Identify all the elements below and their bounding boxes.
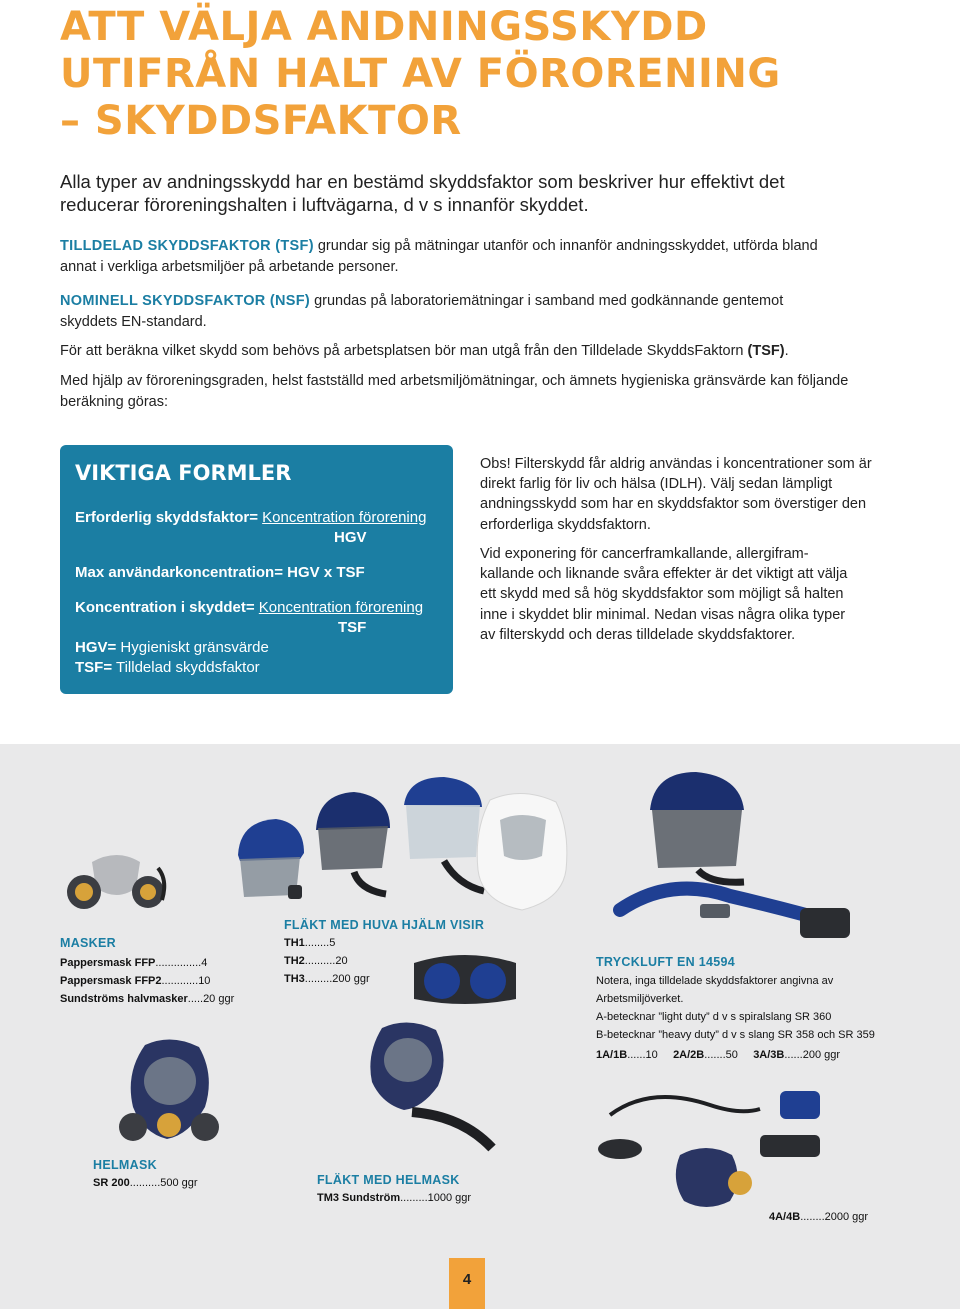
- helmet-blower-icon: [310, 790, 400, 900]
- tsf-text: grundar sig på mätningar utanför och innanför andningsskyddet, utförda bland annat i verkliga arbetsmiljöer på arbetande personer.: [60, 238, 818, 275]
- obs-paragraph: Obs! Filterskydd får aldrig användas i koncentrationer som är direkt farlig för liv och hälsa (IDLH). Välj sedan lämpligt andningsskydd som har en skyddsfaktor som överstiger den erforderliga skyddsfaktorn.: [480, 456, 872, 533]
- tryckluft-notes: [596, 972, 875, 1064]
- title-line-3: – SKYDDSFAKTOR: [60, 98, 462, 144]
- masker-row: Sundströms halvmasker.....20 ggr: [60, 993, 235, 1005]
- flakt-huva-row: TH2..........20: [284, 955, 348, 967]
- calc-bold: (TSF): [747, 343, 785, 359]
- formula-box: [60, 445, 453, 694]
- full-face-mask-icon: [115, 1035, 225, 1145]
- formula-3-denominator: TSF: [338, 619, 367, 636]
- formula-max-concentration: Max användarkoncentration= HGV x TSF: [75, 564, 365, 581]
- flakt-huva-row: TH1........5: [284, 937, 336, 949]
- nsf-keyword: NOMINELL SKYDDSFAKTOR (NSF): [60, 293, 311, 309]
- method-paragraph: Med hjälp av föroreningsgraden, helst fastställd med arbetsmiljömätningar, och ämnets hygieniska gränsvärde kan följande beräkning göras:: [60, 373, 849, 410]
- definition-hgv-key: HGV=: [75, 639, 117, 656]
- tryckluft-helmask-row: 4A/4B........2000 ggr: [769, 1211, 869, 1223]
- definition-hgv-value: Hygieniskt gränsvärde: [116, 639, 269, 656]
- hood-icon: [470, 790, 575, 915]
- helmet-visor-icon: [230, 815, 310, 900]
- masker-heading: MASKER: [60, 936, 116, 950]
- formula-1-label: Erforderlig skyddsfaktor=: [75, 509, 258, 526]
- page-number: 4: [449, 1258, 485, 1309]
- calc-paragraph: [60, 341, 920, 362]
- intro-paragraph: Alla typer av andningsskydd har en bestämd skyddsfaktor som beskriver hur effektivt det reducerar föroreningshalten i luftvägarna, d v s innanför skyddet.: [60, 171, 785, 215]
- flakt-helmask-row: TM3 Sundström.........1000 ggr: [317, 1192, 472, 1204]
- helmask-row: SR 200..........500 ggr: [93, 1177, 198, 1189]
- full-face-helmet-icon: [640, 770, 755, 890]
- blower-unit-icon: [408, 943, 523, 1013]
- tryckluft-note: A-betecknar ”light duty” d v s spiralslang SR 360: [596, 1011, 832, 1023]
- formula-concentration-inside: [75, 598, 423, 618]
- flakt-huva-list: [284, 934, 370, 988]
- tryckluft-values: 1A/1B......10 2A/2B.......50 3A/3B......200 ggr: [596, 1049, 841, 1061]
- calc-text: För att beräkna vilket skydd som behövs på arbetsplatsen bör man utgå från den Tilldelade SkyddsFaktorn: [60, 343, 748, 359]
- masker-row: Pappersmask FFP...............4: [60, 957, 208, 969]
- tsf-keyword: TILLDELAD SKYDDSFAKTOR (TSF): [60, 238, 314, 254]
- tryckluft-note: B-betecknar ”heavy duty” d v s slang SR 358 och SR 359: [596, 1029, 875, 1041]
- tryckluft-note: Arbetsmiljöverket.: [596, 993, 684, 1005]
- formula-3-numerator: Koncentration förorening: [258, 599, 424, 616]
- definition-tsf: [75, 658, 260, 678]
- flakt-helmask-heading: FLÄKT MED HELMASK: [317, 1173, 460, 1187]
- tsf-paragraph: [60, 236, 840, 277]
- formula-required-factor: [75, 508, 426, 528]
- half-mask-icon: [62, 848, 172, 918]
- definition-tsf-key: TSF=: [75, 659, 113, 676]
- formula-heading: VIKTIGA FORMLER: [75, 461, 292, 485]
- title-line-1: ATT VÄLJA ANDNINGSSKYDD: [60, 4, 708, 50]
- nsf-text: grundas på laboratoriemätningar i samband med godkännande gentemot skyddets EN-standard.: [60, 293, 784, 330]
- full-mask-blower-icon: [352, 1020, 502, 1160]
- flakt-huva-row: TH3.........200 ggr: [284, 973, 370, 985]
- calc-end: .: [784, 343, 789, 359]
- tryckluft-heading: TRYCKLUFT EN 14594: [596, 955, 735, 969]
- formula-1-denominator: HGV: [334, 529, 367, 546]
- helmask-heading: HELMASK: [93, 1158, 157, 1172]
- masker-row: Pappersmask FFP2............10: [60, 975, 211, 987]
- masker-list: [60, 954, 234, 1008]
- definition-hgv: [75, 638, 269, 658]
- formula-1-numerator: Koncentration förorening: [262, 509, 427, 526]
- formula-3-label: Koncentration i skyddet=: [75, 599, 255, 616]
- flakt-huva-heading: FLÄKT MED HUVA HJÄLM VISIR: [284, 918, 485, 932]
- page-title: [60, 4, 781, 145]
- full-mask-airline-icon: [590, 1075, 860, 1215]
- nsf-paragraph: [60, 291, 840, 332]
- title-line-2: UTIFRÅN HALT AV FÖRORENING: [60, 51, 781, 97]
- definition-tsf-value: Tilldelad skyddsfaktor: [112, 659, 260, 676]
- compressed-air-mask-icon: [600, 880, 860, 950]
- exposure-paragraph: Vid exponering för cancerframkallande, allergifram-kallande och liknande svåra effekter är det viktigt att välja ett skydd med så hög skyddsfaktor som möjligt så halten inne i skyddet blir minimal. Nedan visas några olika typer av filterskydd och deras tilldelade skyddsfaktorer.: [480, 546, 848, 643]
- tryckluft-note: Notera, inga tilldelade skyddsfaktorer angivna av: [596, 975, 834, 987]
